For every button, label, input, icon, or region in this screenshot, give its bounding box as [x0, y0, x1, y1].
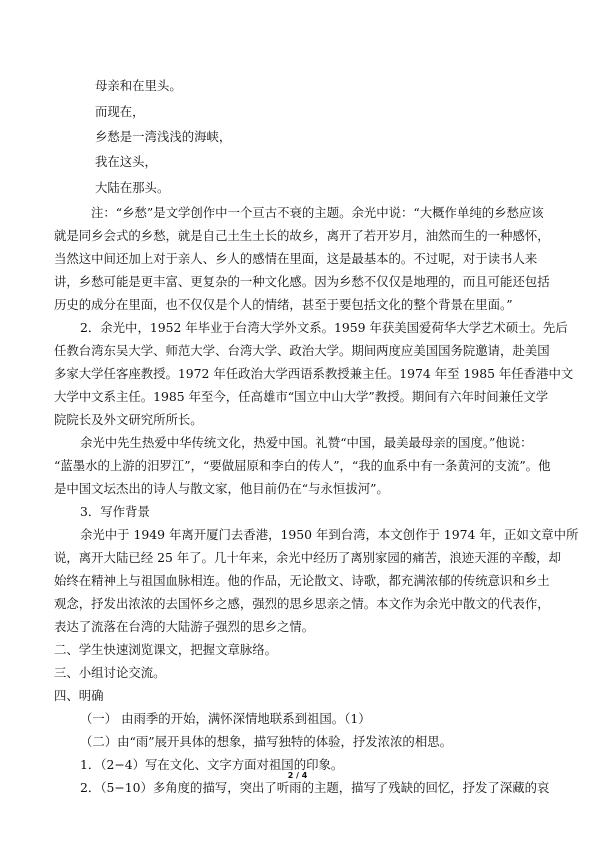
point-line: （二）由“雨”展开具体的想象，描写独特的体验，抒发浓浓的相思。: [80, 734, 452, 749]
bio-paragraph-line: 任教台湾东吴大学、师范大学、台湾大学、政治大学。期间两度应美国国务院邀请，赴美国: [54, 343, 550, 358]
note-paragraph-line: 历史的成分在里面，也不仅仅是个人的情绪，甚至于要包括文化的整个背景在里面。”: [54, 297, 513, 312]
page-footer: [0, 771, 595, 780]
poem-line: 我在这头，: [95, 154, 157, 169]
point-line: 2．（5−10）多角度的描写，突出了听雨的主题，描写了残缺的回忆，抒发了深藏的哀: [80, 780, 550, 795]
bio-paragraph-line: 大学中文系主任。1985 年至今，任高雄市“国立中山大学”教授。期间有六年时间兼任文学: [54, 389, 549, 404]
background-paragraph-line: 表达了流落在台湾的大陆游子强烈的思乡之情。: [54, 619, 315, 634]
step-heading: 二、学生快速浏览课文，把握文章脉络。: [54, 642, 278, 657]
point-line: （一） 由雨季的开始，满怀深情地联系到祖国。（1）: [80, 711, 371, 726]
background-paragraph-line: 观念，抒发出浓浓的去国怀乡之感，强烈的思乡思亲之情。本文作为余光中散文的代表作，: [54, 596, 550, 611]
love-paragraph-line: 余光中先生热爱中华传统文化，热爱中国。礼赞“中国，最美最母亲的国度。”他说：: [80, 435, 533, 450]
poem-line: 而现在，: [95, 104, 145, 119]
love-paragraph-line: “蓝墨水的上游的汨罗江”，“要做屈原和李白的传人”，“我的血系中有一条黄河的支流”。他: [54, 458, 551, 473]
background-paragraph-line: 余光中于 1949 年离开厦门去香港，1950 年到台湾，本文创作于 1974 年，正如文章中所: [80, 527, 579, 542]
bio-paragraph-line: 院院长及外文研究所所长。: [54, 412, 203, 427]
background-paragraph-line: 始终在精神上与祖国血脉相连。他的作品，无论散文、诗歌，都充满浓郁的传统意识和乡土: [54, 573, 550, 588]
poem-line: 母亲和在里头。: [95, 78, 182, 93]
note-paragraph-line: 注：“乡愁”是文学创作中一个亘古不衰的主题。余光中说：“大概作单纯的乡愁应该: [91, 205, 544, 220]
bio-paragraph-line: 多家大学任客座教授。1972 年任政治大学西语系教授兼主任。1974 年至 1985 年任香港中文: [54, 366, 574, 381]
page-number: 2 / 4: [287, 771, 308, 780]
step-heading: 三、小组讨论交流。: [54, 665, 166, 680]
section-heading: 3．写作背景: [80, 504, 150, 519]
step-heading: 四、明确: [54, 688, 104, 703]
poem-line: 乡愁是一湾浅浅的海峡，: [95, 129, 232, 144]
love-paragraph-line: 是中国文坛杰出的诗人与散文家，他目前仍在“与永恒拔河”。: [54, 481, 389, 496]
note-paragraph-line: 讲，乡愁可能是更丰富、更复杂的一种文化感。因为乡愁不仅仅是地理的，而且可能还包括: [54, 274, 550, 289]
note-paragraph-line: 就是同乡会式的乡愁，就是自己土生土长的故乡，离开了若开岁月，油然而生的一种感怀，: [54, 228, 550, 243]
bio-paragraph-line: 2．余光中，1952 年毕业于台湾大学外文系。1959 年获美国爱荷华大学艺术硕士。先后: [80, 320, 568, 335]
poem-line: 大陆在那头。: [95, 180, 170, 195]
note-paragraph-line: 当然这中间还加上对于亲人、乡人的感情在里面，这是最基本的。不过呢，对于读书人来: [54, 251, 538, 266]
background-paragraph-line: 说，离开大陆已经 25 年了。几十年来，余光中经历了离别家园的痛苦，浪迹天涯的辛酸，却: [54, 550, 561, 565]
point-line: 1．（2−4）写在文化、文字方面对祖国的印象。: [80, 757, 344, 772]
